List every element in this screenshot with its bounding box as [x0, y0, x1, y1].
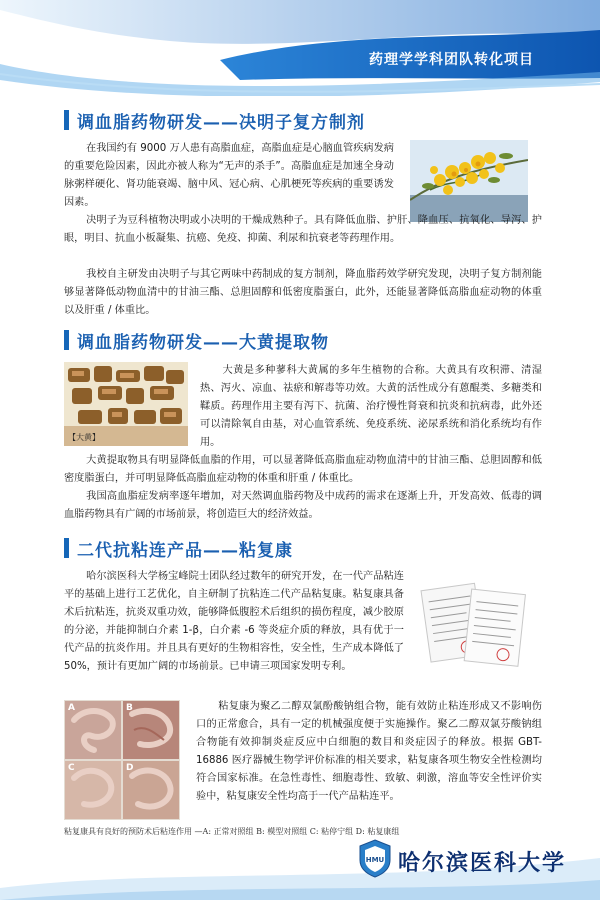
paragraph	[64, 140, 394, 212]
paragraph-text: 粘复康为聚乙二醇双氯酚酸钠组合物，能有效防止粘连形成又不影响伤口的正常愈合，具有一定的机械强度便于实施操作。聚乙二醇双氯芬酸钠组合物能有效抑制炎症反应中白细胞的数目和炎症因子的释放。根据 GBT-16886 医疗器械生物学评价标准的相关要求，粘复康各项生物安全性检测均符合国家标准。在急性毒性、细胞毒性、致敏、刺激，溶血等安全性评价实验中，粘复康安全性均高于一代产品粘连平。	[196, 701, 542, 802]
paragraph-text: 大黄提取物具有明显降低血脂的作用，可以显著降低高脂血症动物血清中的甘油三酯、总胆固醇和低密度脂蛋白，并可明显降低高脂血症动物的体重和肝重 / 体重比。	[64, 455, 542, 484]
panel-label-a: A	[68, 703, 75, 713]
logo-text: HMU	[365, 856, 385, 864]
paragraph	[200, 362, 542, 452]
intestine-panels-figure	[64, 700, 180, 820]
paragraph-text: 哈尔滨医科大学杨宝峰院士团队经过数年的研究开发，在一代产品粘连平的基础上进行工艺优化，自主研制了抗粘连二代产品粘复康。粘复康具备术后抗粘连，抗炎双重功效，能够降低腹腔术后组织的损伤程度，减少胶原的分泌，并能抑制白介素 1-β，白介素 -6 等炎症介质的释放，具有优于一代产品的抗炎作用。并且具有更好的生物相容性，安全性，生产成本降低了 50%，预计有更加广阔的市场前景。已申请三项国家发明专利。	[64, 571, 404, 672]
paragraph	[64, 568, 404, 676]
photo-label: 【大黄】	[68, 433, 100, 442]
heading-marker	[64, 330, 69, 350]
patent-documents-image	[418, 574, 532, 678]
section-heading-nianfukang	[64, 536, 293, 560]
section-title: 调血脂药物研发——大黄提取物	[77, 332, 329, 353]
panel-label-b: B	[126, 703, 133, 713]
paragraph-text: 在我国约有 9000 万人患有高脂血症，高脂血症是心脑血管疾病发病的重要危险因素，因此亦被人称为“无声的杀手”。高脂血症是加速全身动脉粥样硬化、肾功能衰竭、脑中风、冠心病、心肌梗死等疾病的重要诱发因素。	[64, 143, 394, 208]
panel-label-c: C	[68, 763, 75, 773]
paragraph	[64, 266, 542, 320]
banner-title: 药理学学科团队转化项目	[369, 52, 534, 68]
header-wave-band	[0, 0, 600, 96]
paragraph-text: 我校自主研发由决明子与其它两味中药制成的复方制剂，降血脂药效学研究发现，决明子复方制剂能够显著降低动物血清中的甘油三酯、总胆固醇和低密度脂蛋白，此外，还能显著降低高脂血症动物的体重以及肝重 / 体重比。	[64, 269, 542, 316]
paragraph	[196, 698, 542, 806]
paragraph	[64, 212, 542, 248]
paragraph-text: 决明子为豆科植物决明或小决明的干燥成熟种子。具有降低血脂、护肝、降血压、抗氧化、导泻、护眼，明目、抗血小板凝集、抗癌、免疫、抑菌、利尿和抗衰老等药理作用。	[64, 215, 542, 244]
section-heading-rhubarb	[64, 328, 329, 352]
section-title: 调血脂药物研发——决明子复方制剂	[77, 112, 365, 133]
university-name: 哈尔滨医科大学	[398, 850, 567, 876]
heading-marker	[64, 538, 69, 558]
section-heading-cassia	[64, 108, 365, 132]
paragraph	[64, 488, 542, 524]
figure-caption: 粘复康具有良好的预防术后粘连作用 —A: 正常对照组 B: 模型对照组 C: 粘停宁组 D: 粘复康组	[64, 827, 400, 836]
paragraph-text: 我国高血脂症发病率逐年增加，对天然调血脂药物及中成药的需求在逐渐上升，开发高效、低毒的调血脂药物具有广阔的市场前景，将创造巨大的经济效益。	[64, 491, 542, 520]
panel-label-d: D	[126, 763, 134, 773]
university-logo	[358, 838, 392, 878]
paragraph	[64, 452, 542, 488]
paragraph-text: 大黄是多种蓼科大黄属的多年生植物的合称。大黄具有攻积滞、清湿热、泻火、凉血、祛瘀和解毒等功效。大黄的活性成分有蒽醌类、多糖类和鞣质。药理作用主要有泻下、抗菌、治疗慢性肾衰和抗炎和抗病毒，此外还可以清除氧自由基，对心血管系统、免疫系统、泌尿系统和消化系统均有作用。	[200, 365, 542, 448]
cassia-flower-photo	[410, 140, 528, 222]
rhubarb-photo	[64, 362, 188, 446]
heading-marker	[64, 110, 69, 130]
section-title: 二代抗粘连产品——粘复康	[77, 540, 293, 561]
